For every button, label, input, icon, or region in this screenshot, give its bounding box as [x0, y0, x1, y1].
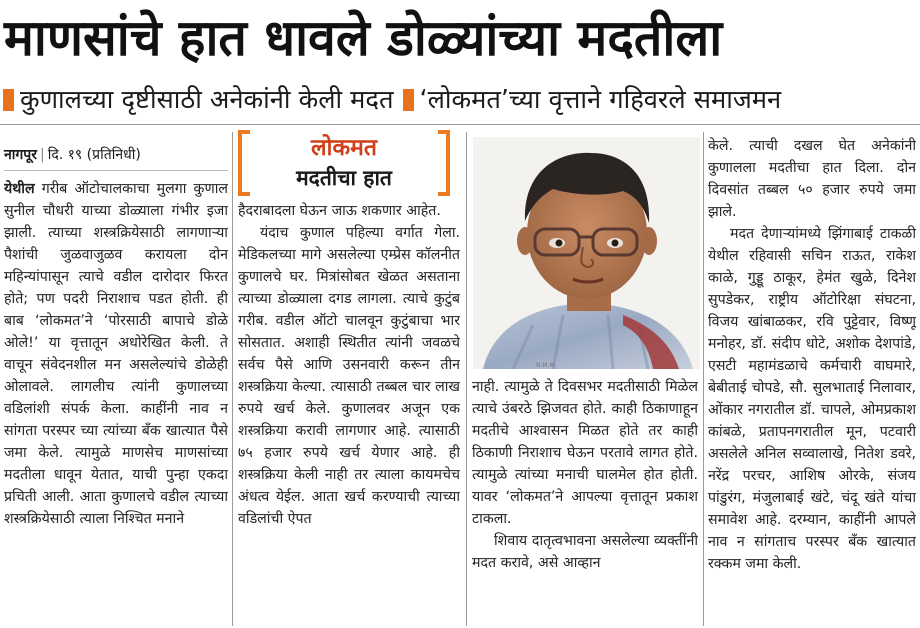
article-column-3	[472, 376, 698, 626]
article-column-1	[4, 178, 228, 626]
paragraph: केले. त्याची दखल घेत अनेकांनी कुणालला मदतीचा हात दिला. दोन दिवसांत तब्बल ५० हजार रुपये जमा झाले.	[708, 138, 916, 220]
bullet-square-icon	[3, 89, 14, 111]
boy-portrait-image	[473, 137, 700, 369]
lead-word: येथील	[4, 181, 35, 197]
dateline-separator: |	[39, 147, 45, 163]
article-column-4	[708, 135, 916, 626]
dateline-city: नागपूर	[4, 147, 37, 163]
boy-photo	[473, 137, 700, 369]
paragraph-text: गरीब ऑटोचालकाचा मुलगा कुणाल सुनील चौधरी याच्या डोळ्याला गंभीर इजा झाली. त्याच्या शस्त्रक्रियेसाठी लागणाऱ्या पैशांची जुळवाजुळव करायला दोन महिन्यांपासून त्याचे वडील दारोदार फिरत होते; पण पदरी निराशाच पडत होती. ही बाब ‘लोकमत’ने ‘पोरसाठी बापाचे डोळे ओले!’ या वृत्तातून अधोरेखित केली. ते वाचून संवेदनशील मन असलेल्यांचे डोळेही ओलावले. लागलीच त्यांनी कुणालच्या वडिलांशी संपर्क केला. काहींनी नाव न सांगता परस्पर च्या त्यांच्या बँक खात्यात पैसे जमा केले. त्यामुळे माणसेच माणसांच्या मदतीला धावून येतात, याची पुन्हा एकदा प्रचिती आली. आता कुणालचे वडील त्याच्या शस्त्रक्रियेसाठी त्याला निश्चित मनाने	[4, 181, 228, 527]
subheadline	[0, 80, 920, 122]
photo-credit: N.M.M.	[536, 362, 557, 369]
paragraph	[4, 178, 228, 530]
subhead-right: ‘लोकमत’च्या वृत्ताने गहिवरले समाजमन	[419, 85, 782, 115]
paragraph: शिवाय दातृत्वभावना असलेल्या व्यक्तींनी मदत करावे, असे आव्हान	[472, 533, 698, 571]
bullet-square-icon	[403, 89, 414, 111]
dateline	[4, 144, 229, 166]
logo-subtitle: मदतीचा हात	[296, 166, 392, 190]
paragraph: यंदाच कुणाल पहिल्या वर्गात गेला. मेडिकलच्या मागे असलेल्या एम्प्रेस कॉलनीत कुणालचे घर. मित्रांसोबत खेळत असताना त्याच्या डोळ्याला दगड लागला. त्याचे कुटुंब गरीब. वडील ऑटो चालवून कुटुंबाचा भार सोसतात. अशाही स्थितीत त्यांनी जवळचे सर्वच पैसे आणि उसनवारी करून तीन शस्त्रक्रिया केल्या. त्यासाठी तब्बल चार लाख रुपये खर्च केले. कुणालवर अजून एक शस्त्रक्रिया करावी लागणार आहे. त्यासाठी ७५ हजार रुपये खर्च येणार आहे. ही शस्त्रक्रिया केली नाही तर त्याला कायमचेच अंधत्व येईल. आता खर्च करण्याची त्याच्या वडिलांची ऐपत	[238, 225, 460, 527]
paragraph: नाही. त्यामुळे ते दिवसभर मदतीसाठी मिळेल त्याचे उंबरठे झिजवत होते. काही ठिकाणाहून मदतीचे आश्वासन मिळत होते तर काही ठिकाणी निराशाच घेऊन परतावे लागत होते. त्यामुळे त्यांच्या मनाची घालमेल होत होती. यावर ‘लोकमत’ने आपल्या वृत्तातून प्रकाश टाकला.	[472, 379, 698, 527]
subhead-rule	[0, 124, 920, 125]
paragraph: हैदराबादला घेऊन जाऊ शकणार आहेत.	[238, 203, 441, 219]
bracket-right-icon	[438, 130, 450, 196]
subhead-left: कुणालच्या दृष्टीसाठी अनेकांनी केली मदत	[20, 85, 394, 115]
headline: माणसांचे हात धावले डोळ्यांच्या मदतीला	[4, 9, 723, 67]
lokmat-help-logo	[236, 128, 452, 198]
column-divider	[703, 132, 704, 626]
dateline-rule	[4, 170, 228, 171]
bracket-left-icon	[238, 130, 250, 196]
dateline-text: दि. १९ (प्रतिनिधी)	[47, 147, 141, 163]
paragraph: मदत देणाऱ्यांमध्ये झिंगाबाई टाकळी येथील रहिवासी सचिन राऊत, राकेश काळे, गुड्डू ठाकूर, हेमंत खुळे, दिनेश सुपडेकर, राष्ट्रीय ऑटोरिक्षा संघटना, विजय खांबाळकर, रवि पुट्टेवार, विष्णू मनोहर, डॉ. संदीप धोटे, अशोक देशपांडे, एसटी महामंडळाचे कर्मचारी वाघमारे, बेबीताई चोपडे, सौ. सुलभाताई निलावार, ओंकार नगरातील डॉ. चापले, ओमप्रकाश कांबळे, प्रतापनगरातील मून, पटवारी असलेले अनिल सव्वालाखे, नितेश डवरे, नरेंद्र परचर, आशिष ओरके, संजय पांडुरंग, मंजुलाबाई खंटे, चंदू खंते यांचा समावेश आहे. दरम्यान, काहींनी आपले नाव न सांगताच परस्पर बँक खात्यात रक्कम जमा केली.	[708, 226, 916, 572]
column-divider	[232, 132, 233, 626]
logo-title: लोकमत	[310, 135, 378, 161]
article-column-2	[238, 200, 460, 626]
column-divider	[466, 132, 467, 626]
